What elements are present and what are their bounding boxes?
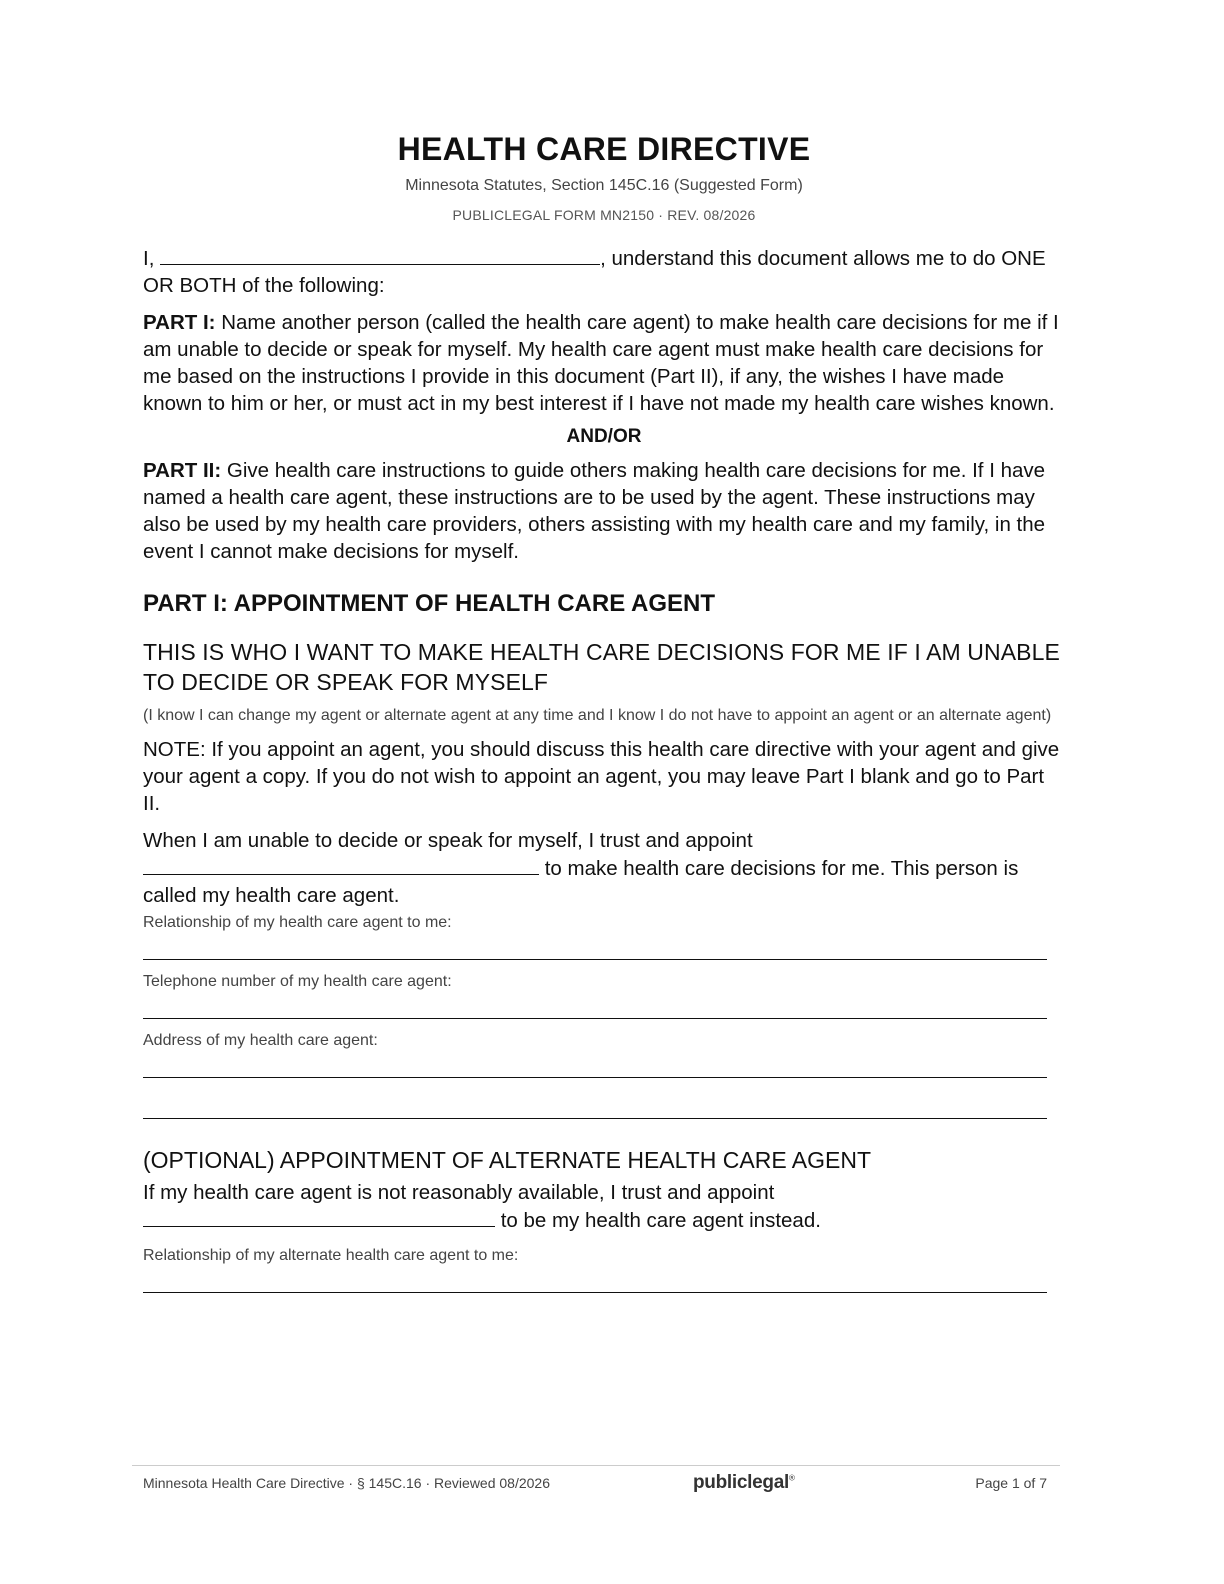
intro-paragraph (143, 244, 1065, 299)
publiclegal-logo: publiclegal® (693, 1472, 795, 1493)
agent-telephone-field[interactable] (143, 992, 1047, 1019)
footer-divider (132, 1465, 1060, 1466)
part1-subheading: THIS IS WHO I WANT TO MAKE HEALTH CARE DECISIONS FOR ME IF I AM UNABLE TO DECIDE OR SPEAK FOR MYSELF (143, 639, 1060, 695)
document-content (143, 128, 1065, 1293)
statute-subtitle: Minnesota Statutes, Section 145C.16 (Suggested Form) (405, 177, 803, 194)
andor-separator: AND/OR (566, 426, 642, 447)
alternate-relationship-field[interactable] (143, 1266, 1047, 1293)
part1-intro-label: PART I: (143, 311, 216, 334)
part1-note: NOTE: If you appoint an agent, you should discuss this health care directive with your agent and give your agent a copy. If you do not wish to appoint an agent, you may leave Part I blank and go to Part II. (143, 738, 1060, 815)
alternate-agent-name-field[interactable] (143, 1206, 495, 1227)
document-title: HEALTH CARE DIRECTIVE (397, 131, 811, 167)
agent-name-field[interactable] (143, 854, 539, 875)
part1-heading: PART I: APPOINTMENT OF HEALTH CARE AGENT (143, 590, 715, 617)
agent-address-field-line1[interactable] (143, 1051, 1047, 1078)
alternate-prefix: If my health care agent is not reasonably available, I trust and appoint (143, 1181, 775, 1204)
agent-address-field-line2[interactable] (143, 1092, 1047, 1119)
part2-intro-label: PART II: (143, 459, 222, 482)
agent-relationship-label: Relationship of my health care agent to me: (143, 914, 452, 931)
declarant-name-field[interactable] (160, 244, 600, 265)
alternate-appointment-paragraph (143, 1179, 1065, 1234)
appoint-suffix: to make health care decisions for me. This person is called my health care agent. (143, 857, 1019, 907)
part2-intro-text: Give health care instructions to guide others making health care decisions for me. If I have named a health care agent, these instructions are to be used by the agent. These instructions may also be used by my health care providers, others assisting with my health care and my family, in the event I cannot make decisions for myself. (143, 459, 1046, 563)
agent-address-label: Address of my health care agent: (143, 1032, 378, 1049)
part1-intro-text: Name another person (called the health care agent) to make health care decisions for me if I am unable to decide or speak for myself. My health care agent must make health care decisions for me based on the instructions I provide in this document (Part II), if any, the wishes I have made known to him or her, or must act in my best interest if I have not made my health care wishes known. (143, 311, 1059, 415)
alternate-suffix: to be my health care agent instead. (495, 1209, 821, 1232)
alternate-relationship-label: Relationship of my alternate health care agent to me: (143, 1247, 519, 1264)
page-number: Page 1 of 7 (975, 1475, 1047, 1491)
part1-intro-paragraph (143, 309, 1065, 417)
intro-prefix: I, (143, 247, 155, 270)
intro-suffix: , understand this document allows me to do ONE OR BOTH of the following: (143, 247, 1046, 297)
part2-intro-paragraph (143, 457, 1065, 565)
appoint-prefix: When I am unable to decide or speak for myself, I trust and appoint (143, 829, 753, 852)
part1-parenthetical: (I know I can change my agent or alternate agent at any time and I know I do not have to appoint an agent or an alternate agent) (143, 707, 1052, 724)
agent-relationship-field[interactable] (143, 933, 1047, 960)
agent-appointment-paragraph (143, 827, 1065, 909)
agent-telephone-label: Telephone number of my health care agent: (143, 973, 452, 990)
page-footer (143, 1472, 1047, 1496)
form-number: PUBLICLEGAL FORM MN2150 · REV. 08/2026 (452, 207, 756, 223)
alternate-heading: (OPTIONAL) APPOINTMENT OF ALTERNATE HEALTH CARE AGENT (143, 1147, 872, 1173)
footer-citation: Minnesota Health Care Directive · § 145C.16 · Reviewed 08/2026 (143, 1475, 550, 1491)
